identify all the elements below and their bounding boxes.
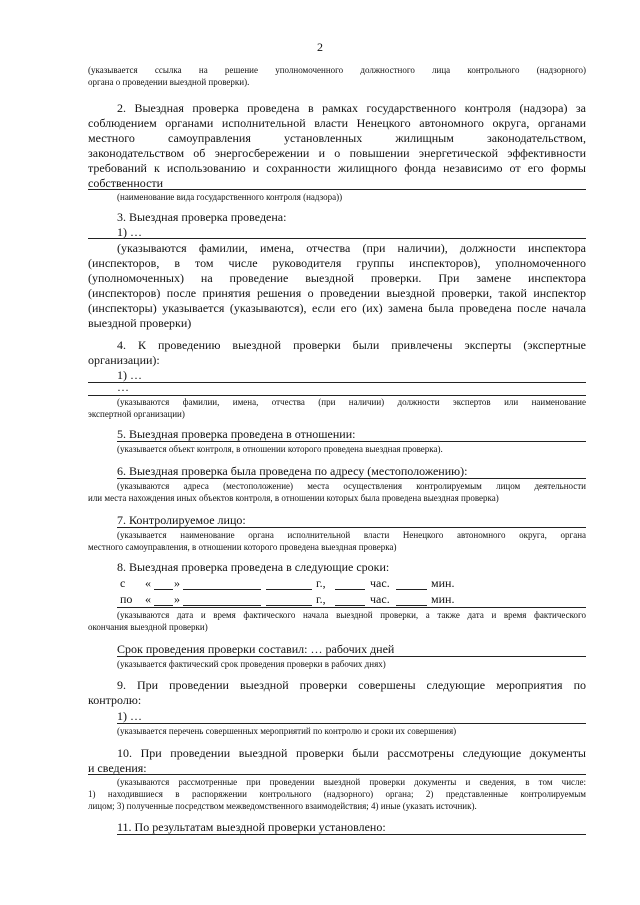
section-10-line-2: и сведения:: [88, 761, 147, 775]
divider: [88, 774, 586, 775]
end-minute-blank: [396, 605, 427, 606]
section-9-item: 1) …: [117, 709, 142, 723]
section-3-note-line-1: (указываются фамилии, имена, отчества (при наличии), должности инспектора: [117, 241, 586, 255]
divider: [88, 238, 586, 239]
section-4-line-2: организации):: [88, 353, 160, 367]
section-8-title: 8. Выездная проверка проведена в следующие сроки:: [117, 560, 390, 574]
section-6-note-line-1: (указываются адреса (местоположение) места осуществления контролируемым лицом деятельности: [117, 481, 586, 491]
year-suffix: г.,: [316, 592, 326, 606]
section-5-note: (указывается объект контроля, в отношении которого проведена выездная проверка).: [117, 444, 443, 454]
page-number: 2: [317, 40, 323, 54]
end-hour-blank: [335, 605, 365, 606]
start-hour-blank: [335, 589, 365, 590]
divider: [117, 656, 586, 657]
section-2-line-6: собственности: [88, 176, 164, 190]
section-4-ellipsis: …: [117, 380, 129, 394]
section-10-note-line-2: 1) находившиеся в распоряжении контрольного (надзорного) органа; 2) представленные контролируемым: [88, 789, 586, 799]
end-day-blank: [154, 605, 173, 606]
section-11-title: 11. По результатам выездной проверки установлено:: [117, 820, 386, 834]
section-7-note-line-2: местного самоуправления, в отношении которого проведена выездная проверка): [88, 542, 397, 552]
section-7-title: 7. Контролируемое лицо:: [117, 513, 246, 527]
start-day-blank: [154, 589, 173, 590]
section-7-note-line-1: (указывается наименование органа исполнительной власти Ненецкого автономного округа, органа: [117, 530, 586, 540]
section-2-line-4: законодательством об энергосбережении и о повышении энергетической эффективности: [88, 146, 586, 160]
section-6-title: 6. Выездная проверка была проведена по адресу (местоположению):: [117, 464, 468, 478]
open-quote: «: [145, 592, 151, 606]
section-2-line-5: требований к использованию и сохранности жилищного фонда независимо от его формы: [88, 161, 586, 175]
section-4-note-line-1: (указываются фамилии, имена, отчества (при наличии) должности экспертов или наименование: [117, 397, 586, 407]
close-quote: »: [174, 576, 180, 590]
section-10-note-line-3: лицом; 3) полученные посредством межведомственного взаимодействия; 4) иные (указать источник).: [88, 801, 477, 811]
section-9-note: (указывается перечень совершенных мероприятий по контролю и сроки их совершения): [117, 726, 457, 736]
end-month-blank: [183, 605, 261, 606]
section-2-note: (наименование вида государственного контроля (надзора)): [117, 192, 343, 202]
divider: [117, 834, 586, 835]
start-minute-blank: [396, 589, 427, 590]
section-10-line-1: 10. При проведении выездной проверки были рассмотрены следующие документы: [117, 746, 586, 760]
section-6-note-line-2: или места нахождения иных объектов контроля, в отношении которых была проведена выездная проверка): [88, 493, 499, 503]
section-3-note-line-2: (инспекторов, в том числе руководителя группы инспекторов), уполномоченного: [88, 256, 586, 270]
start-year-blank: [266, 589, 312, 590]
section-3-note-line-6: выездной проверки): [88, 316, 192, 330]
section-8-note-line-2: окончания выездной проверки): [88, 622, 208, 632]
divider: [117, 527, 586, 528]
divider: [117, 607, 586, 608]
section-3-item: 1) …: [117, 225, 142, 239]
section-5-title: 5. Выездная проверка проведена в отношении:: [117, 427, 356, 441]
section-9-line-2: контролю:: [88, 693, 142, 707]
divider: [88, 189, 586, 190]
close-quote: »: [174, 592, 180, 606]
divider: [117, 478, 586, 479]
decision-reference-note-line-1: (указывается ссылка на решение уполномоченного должностного лица контрольного (надзорного): [88, 65, 586, 75]
duration-note: (указывается фактический срок проведения проверки в рабочих днях): [117, 659, 386, 669]
hour-suffix: час.: [370, 576, 390, 590]
year-suffix: г.,: [316, 576, 326, 590]
hour-suffix: час.: [370, 592, 390, 606]
section-4-line-1: 4. К проведению выездной проверки были привлечены эксперты (экспертные: [117, 338, 586, 352]
to-label: по: [120, 592, 133, 606]
end-year-blank: [266, 605, 312, 606]
decision-reference-note-line-2: органа о проведении выездной проверки).: [88, 77, 250, 87]
open-quote: «: [145, 576, 151, 590]
divider: [117, 441, 586, 442]
minute-suffix: мин.: [431, 592, 455, 606]
section-4-item: 1) …: [117, 368, 142, 382]
section-8-note-line-1: (указываются дата и время фактического начала выездной проверки, а также дата и время фактического: [117, 610, 586, 620]
section-3-note-line-4: (инспекторов) после принятия решения о проведении выездной проверки, такой инспектор: [88, 286, 586, 300]
section-2-line-2: соблюдением органами исполнительной власти Ненецкого автономного округа, органами: [88, 116, 586, 130]
section-3-note-line-3: (уполномоченных) на проведение выездной проверки. При замене инспектора: [88, 271, 586, 285]
divider: [117, 723, 586, 724]
section-4-note-line-2: экспертной организации): [88, 409, 185, 419]
section-3-title: 3. Выездная проверка проведена:: [117, 210, 287, 224]
from-label: с: [120, 576, 126, 590]
section-2-line-3: местного самоуправления установленных жилищным законодательством,: [88, 131, 586, 145]
section-10-note-line-1: (указываются рассмотренные при проведении выездной проверки документы и сведения, в том числе:: [117, 777, 586, 787]
divider: [88, 382, 586, 383]
end-datetime-row: [0, 592, 640, 608]
start-month-blank: [183, 589, 261, 590]
section-3-note-line-5: (инспекторы) указывается (указываются), если его (их) замена была проведена после начала: [88, 301, 586, 315]
minute-suffix: мин.: [431, 576, 455, 590]
duration-line: Срок проведения проверки составил: … рабочих дней: [117, 642, 395, 656]
start-datetime-row: [0, 576, 640, 592]
section-2-line-1: 2. Выездная проверка проведена в рамках государственного контроля (надзора) за: [117, 101, 586, 115]
section-9-line-1: 9. При проведении выездной проверки совершены следующие мероприятия по: [117, 678, 586, 692]
